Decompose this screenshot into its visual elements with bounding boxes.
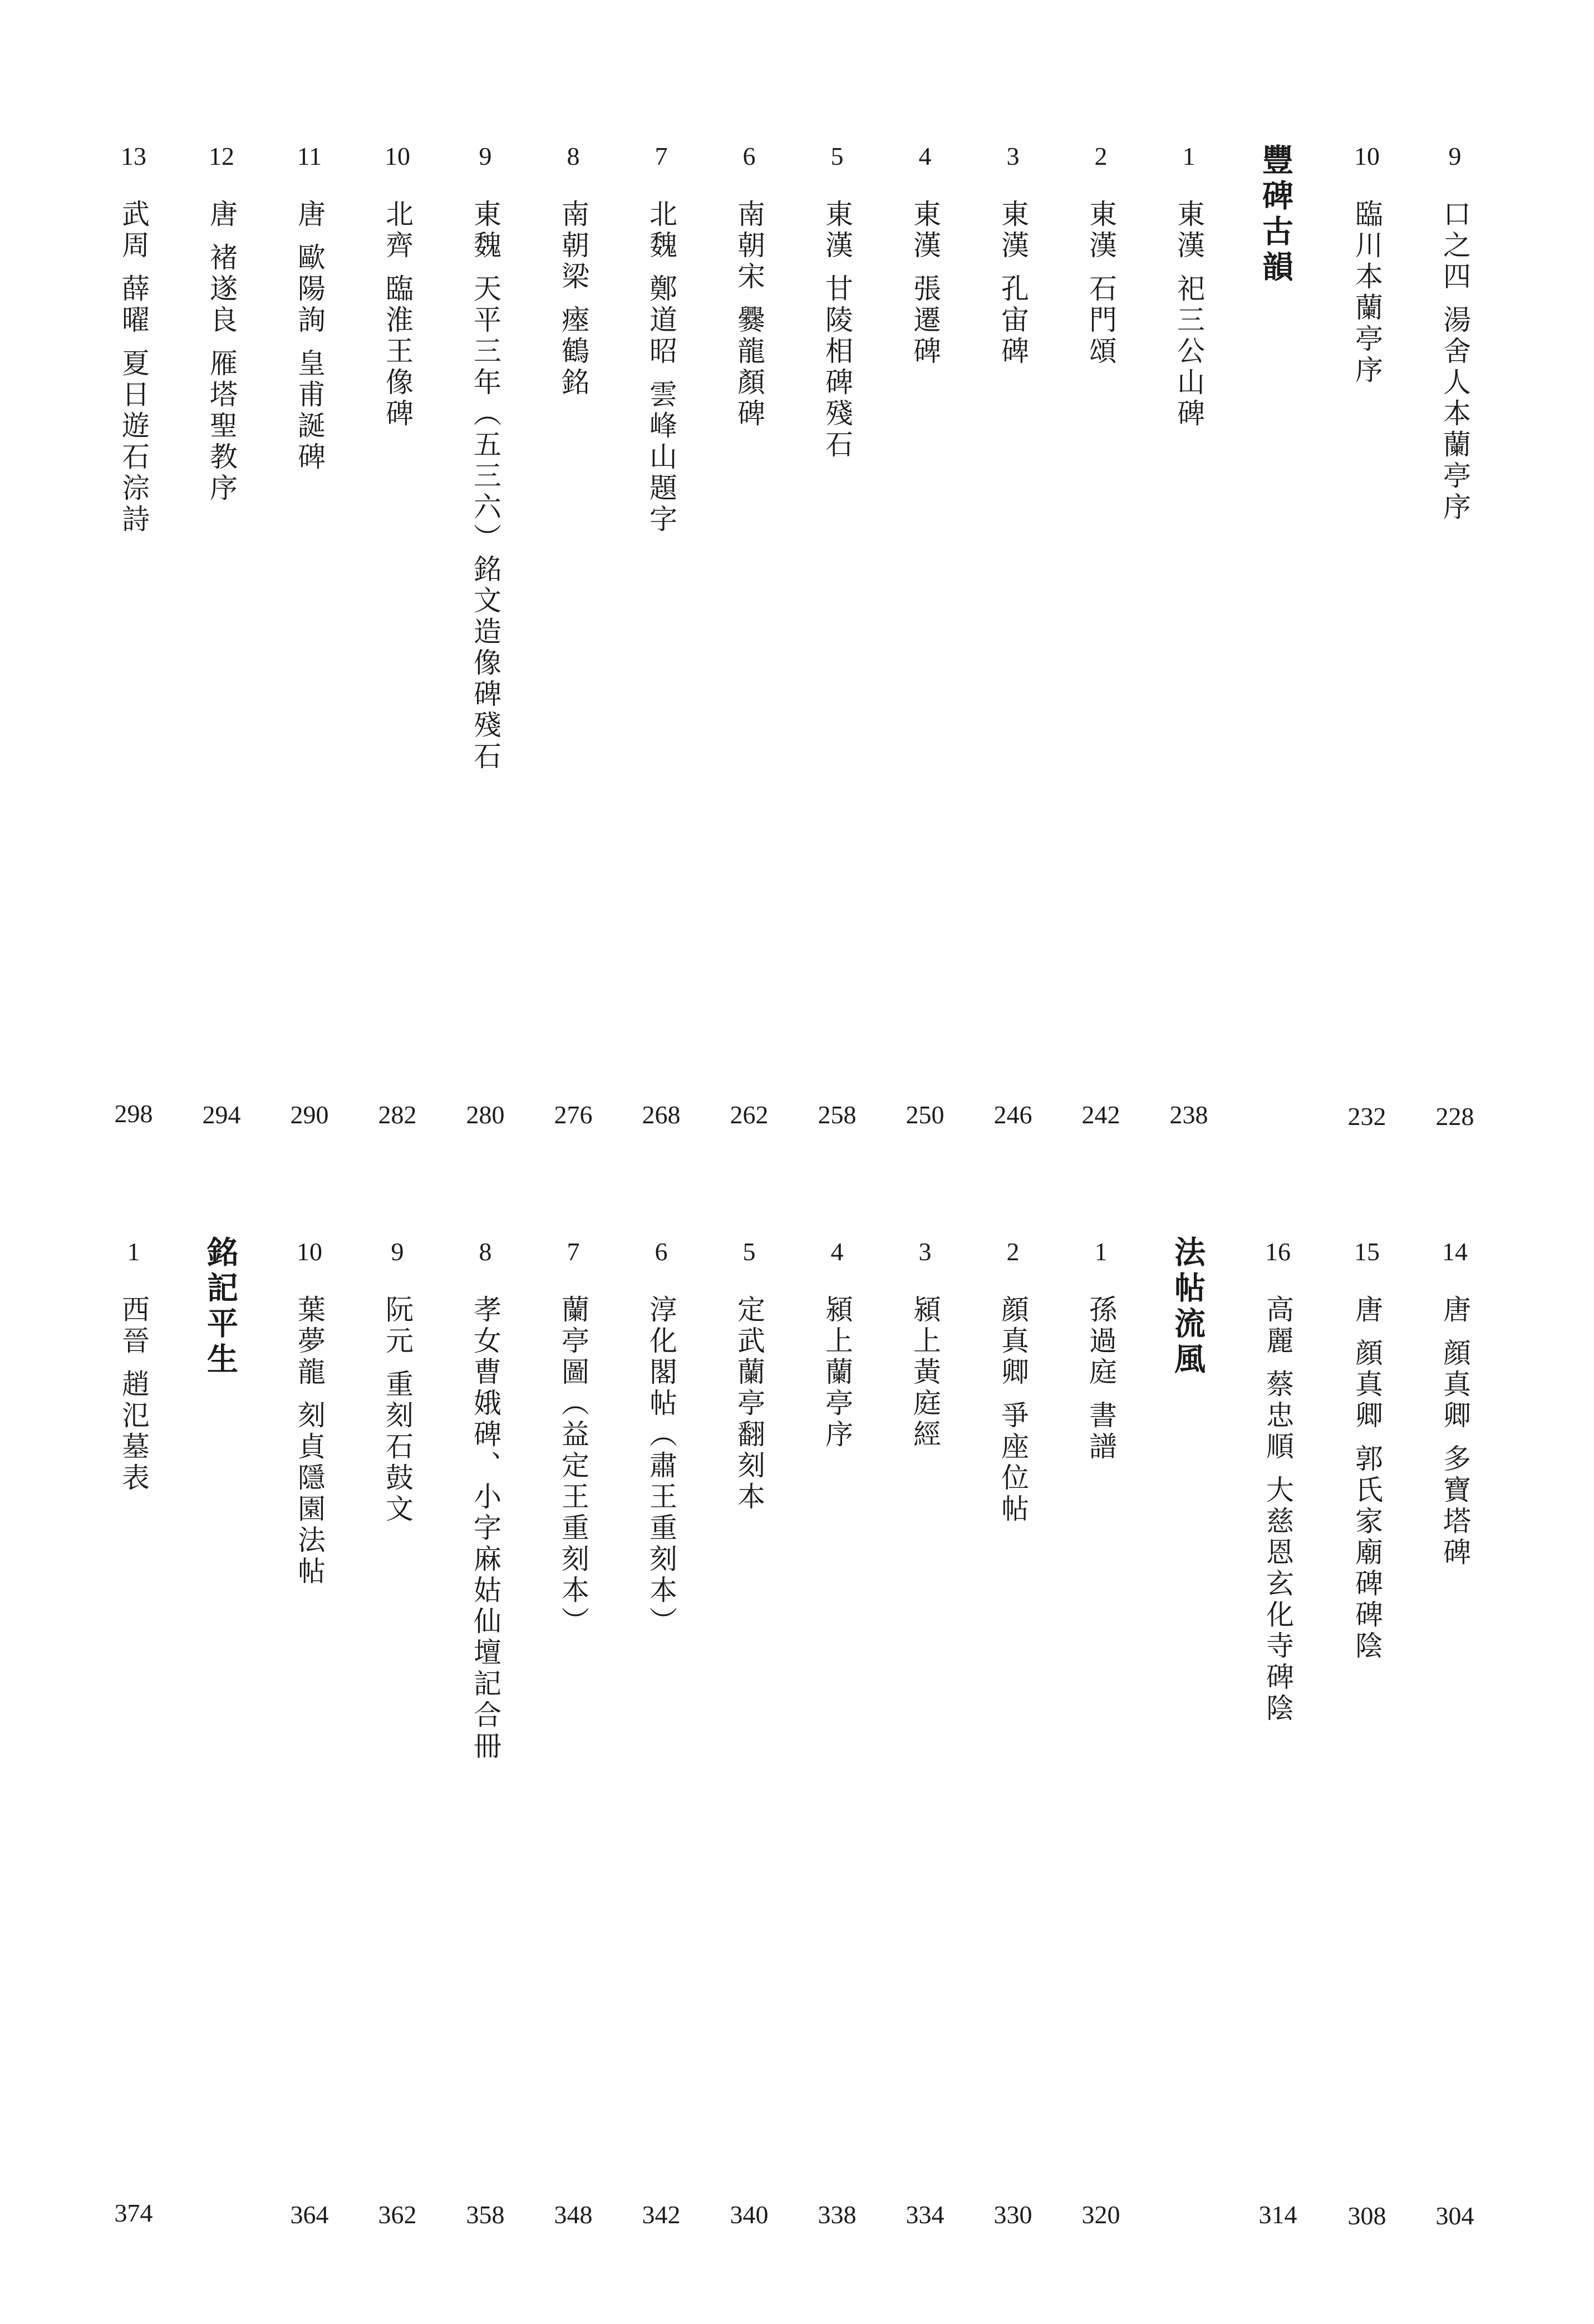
toc-entry xyxy=(1065,144,1137,367)
entry-title: 南朝梁 瘞鶴銘 xyxy=(557,199,589,399)
entry-title: 口之四 湯舍人本蘭亭序 xyxy=(1439,199,1471,523)
toc-entry xyxy=(1331,144,1403,386)
entry-number: 4 xyxy=(830,1237,844,1266)
page-number: 334 xyxy=(906,2200,944,2229)
toc-entry xyxy=(889,1239,961,1451)
entry-title: 東漢 甘陵相碑殘石 xyxy=(821,199,853,461)
entry-number: 10 xyxy=(385,142,410,170)
entry-title: 唐 歐陽詢 皇甫誕碑 xyxy=(293,199,326,473)
entry-title: 北齊 臨淮王像碑 xyxy=(381,199,414,430)
toc-entry xyxy=(537,144,609,399)
entry-title: 東漢 祀三公山碑 xyxy=(1173,199,1205,430)
page-number: 276 xyxy=(554,1100,593,1129)
entry-title: 北魏 鄭道昭 雲峰山題字 xyxy=(645,199,677,535)
toc-entry xyxy=(801,1239,873,1451)
page-number: 314 xyxy=(1258,2200,1297,2229)
entry-number: 7 xyxy=(567,1237,580,1266)
entry-title: 阮元 重刻石鼓文 xyxy=(381,1295,414,1525)
entry-title: 孫過庭 書譜 xyxy=(1085,1295,1117,1463)
page-number: 246 xyxy=(993,1100,1032,1129)
entry-title: 西晉 趙氾墓表 xyxy=(117,1295,150,1494)
entry-title: 唐 褚遂良 雁塔聖教序 xyxy=(205,199,238,504)
entry-title: 潁上蘭亭序 xyxy=(821,1295,853,1451)
entry-number: 2 xyxy=(1006,1237,1020,1266)
entry-number: 1 xyxy=(1182,142,1196,170)
toc-entry xyxy=(449,144,522,773)
toc-entry xyxy=(1419,1239,1491,1569)
page-number: 364 xyxy=(290,2200,329,2229)
toc-entry xyxy=(977,1239,1049,1525)
entry-title: 定武蘭亭翻刻本 xyxy=(733,1295,765,1513)
entry-number: 10 xyxy=(1354,142,1380,170)
page-number: 282 xyxy=(378,1100,417,1129)
page-number: 304 xyxy=(1435,2202,1474,2230)
toc-entry xyxy=(1153,144,1225,430)
toc-entry xyxy=(185,144,258,504)
page-number: 238 xyxy=(1169,1100,1208,1129)
entry-number: 6 xyxy=(742,142,756,170)
section-heading: 法帖流風 xyxy=(1169,1236,1206,1378)
entry-title: 潁上黃庭經 xyxy=(909,1295,941,1451)
toc-entry xyxy=(273,1239,346,1588)
entry-number: 1 xyxy=(1094,1237,1108,1266)
page-number: 280 xyxy=(466,1100,505,1129)
entry-title: 蘭亭圖（益定王重刻本） xyxy=(557,1295,589,1638)
entry-number: 1 xyxy=(127,1237,140,1266)
entry-title: 高麗 蔡忠順 大慈恩玄化寺碑陰 xyxy=(1262,1295,1294,1724)
entry-title: 南朝宋 爨龍顏碑 xyxy=(733,199,765,430)
entry-title: 淳化閣帖（肅王重刻本） xyxy=(645,1295,677,1638)
entry-title: 唐 顔真卿 郭氏家廟碑碑陰 xyxy=(1351,1295,1383,1662)
toc-entry xyxy=(713,1239,785,1513)
entry-number: 9 xyxy=(1448,142,1462,170)
entry-number: 9 xyxy=(391,1237,404,1266)
entry-number: 4 xyxy=(918,142,932,170)
page-number: 232 xyxy=(1347,1102,1386,1131)
toc-entry xyxy=(713,144,785,430)
toc-entry xyxy=(889,144,961,367)
page-number: 298 xyxy=(114,1099,153,1128)
section-heading: 豐碑古韻 xyxy=(1257,144,1294,286)
page-number: 308 xyxy=(1347,2202,1386,2230)
entry-number: 2 xyxy=(1094,142,1108,170)
entry-title: 顔真卿 爭座位帖 xyxy=(997,1295,1029,1525)
page-number: 374 xyxy=(114,2199,153,2227)
page-number: 342 xyxy=(642,2200,681,2229)
entry-number: 3 xyxy=(918,1237,932,1266)
page-number: 340 xyxy=(730,2200,769,2229)
entry-title: 東漢 張遷碑 xyxy=(909,199,941,367)
toc-entry xyxy=(1242,1239,1314,1724)
entry-number: 8 xyxy=(479,1237,492,1266)
entry-number: 5 xyxy=(830,142,844,170)
entry-number: 9 xyxy=(479,142,492,170)
entry-number: 15 xyxy=(1354,1237,1380,1266)
toc-entry xyxy=(361,144,434,430)
toc-entry xyxy=(97,144,170,535)
page-number: 330 xyxy=(993,2200,1032,2229)
entry-number: 12 xyxy=(209,142,234,170)
page-number: 290 xyxy=(290,1100,329,1129)
page-number: 242 xyxy=(1081,1100,1120,1129)
section-heading: 銘記平生 xyxy=(202,1236,239,1378)
toc-entry xyxy=(625,1239,697,1638)
toc-entry xyxy=(273,144,346,473)
page-number: 362 xyxy=(378,2200,417,2229)
entry-number: 7 xyxy=(655,142,668,170)
entry-number: 5 xyxy=(742,1237,756,1266)
entry-title: 葉夢龍 刻貞隱園法帖 xyxy=(293,1295,326,1588)
entry-title: 東魏 天平三年（五三六）銘文造像碑殘石 xyxy=(469,199,501,773)
entry-number: 8 xyxy=(567,142,580,170)
entry-number: 13 xyxy=(121,142,146,170)
entry-number: 14 xyxy=(1442,1237,1468,1266)
toc-entry xyxy=(97,1239,170,1494)
toc-entry xyxy=(361,1239,434,1525)
entry-title: 東漢 孔宙碑 xyxy=(997,199,1029,367)
entry-title: 唐 顔真卿 多寶塔碑 xyxy=(1439,1295,1471,1569)
page-number: 258 xyxy=(818,1100,857,1129)
entry-title: 東漢 石門頌 xyxy=(1085,199,1117,367)
toc-entry xyxy=(1065,1239,1137,1463)
entry-number: 3 xyxy=(1006,142,1020,170)
entry-number: 6 xyxy=(655,1237,668,1266)
page-number: 320 xyxy=(1081,2200,1120,2229)
page-number: 348 xyxy=(554,2200,593,2229)
toc-entry xyxy=(1331,1239,1403,1662)
toc-entry xyxy=(1419,144,1491,523)
entry-number: 16 xyxy=(1265,1237,1291,1266)
page-number: 358 xyxy=(466,2200,505,2229)
lower-toc-band xyxy=(0,1163,1594,2324)
page-number: 268 xyxy=(642,1100,681,1129)
page-number: 338 xyxy=(818,2200,857,2229)
toc-entry xyxy=(801,144,873,461)
entry-number: 11 xyxy=(297,142,322,170)
entry-number: 10 xyxy=(297,1237,322,1266)
toc-entry xyxy=(449,1239,522,1762)
toc-entry xyxy=(977,144,1049,367)
entry-title: 臨川本蘭亭序 xyxy=(1351,199,1383,386)
page-number: 250 xyxy=(906,1100,944,1129)
entry-title: 武周 薛曜 夏日遊石淙詩 xyxy=(117,199,150,535)
page-number: 228 xyxy=(1435,1102,1474,1131)
toc-entry xyxy=(537,1239,609,1638)
page-number: 262 xyxy=(730,1100,769,1129)
entry-title: 孝女曹娥碑、小字麻姑仙壇記合冊 xyxy=(469,1295,501,1762)
page-number: 294 xyxy=(202,1100,241,1129)
toc-entry xyxy=(625,144,697,535)
